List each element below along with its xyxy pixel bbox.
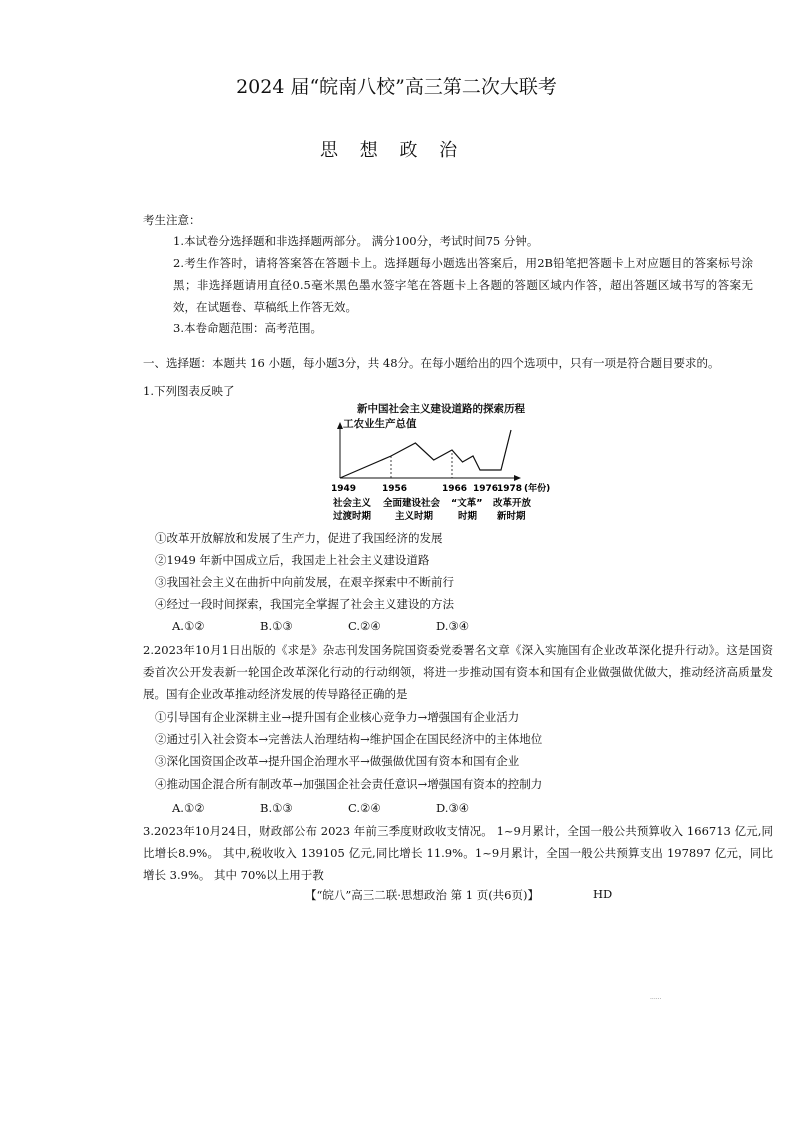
period-2-line1: 全面建设社会: [383, 498, 441, 509]
q2-option-1: ①引导国有企业深耕主业→提升国有企业核心竞争力→增强国有企业活力: [155, 710, 520, 724]
q1-stem: 1.下列图表反映了: [143, 384, 235, 398]
tick-1976: 1976: [473, 484, 499, 494]
q3-stem: 3.2023年10月24日，财政部公布 2023 年前三季度财政收支情况。 1~9月累计，全国一般公共预算收入 166713 亿元,同比增长8.9%。 其中,税收收入 139105 亿元,同比增长 11.9%。1~9月累计，全国一般公共预算支出 197897 亿元，同比增长 3.9%。 其中 70%以上用于教: [143, 824, 773, 882]
period-3-line2: 时期: [458, 511, 478, 522]
note-item-1: 1.本试卷分选择题和非选择题两部分。 满分100分，考试时间75 分钟。: [173, 234, 539, 248]
period-3-line1: “文革”: [451, 498, 483, 509]
q2-stem: 2.2023年10月1日出版的《求是》杂志刊发国务院国资委党委署名文章《深入实施国有企业改革深化提升行动》。这是国资委首次公开发表新一轮国企改革深化行动的行动纲领，将进一步推动国有资本和国有企业做强做优做大，推动经济高质量发展。国有企业改革推动经济发展的传导路径正确的是: [143, 643, 773, 701]
period-1-line2: 过渡时期: [333, 511, 372, 522]
exam-title: 2024 届“皖南八校”高三第二次大联考: [236, 76, 557, 98]
section-heading: 一、选择题：本题共 16 小题，每小题3分，共 48分。在每小题给出的四个选项中，只有一项是符合题目要求的。: [143, 356, 720, 370]
series-line: [340, 430, 511, 478]
footer-code: HD: [593, 887, 613, 901]
q1-option-1: ①改革开放解放和发展了生产力，促进了我国经济的发展: [155, 531, 443, 545]
q2-choice-d: D.③④: [436, 801, 470, 815]
period-2-line2: 主义时期: [395, 511, 434, 522]
q1-choice-c: C.②④: [348, 619, 381, 633]
chart-ylabel: 工农业生产总值: [343, 418, 417, 430]
q2-choices: [172, 800, 524, 816]
period-1-line1: 社会主义: [333, 498, 372, 509]
note-item-2: 2.考生作答时，请将答案答在答题卡上。选择题每小题选出答案后，用2B铅笔把答题卡上对应题目的答案标号涂黑；非选择题请用直径0.5毫米黑色墨水签字笔在答题卡上各题的答题区域内作答，超出答题区域书写的答案无效，在试题卷、草稿纸上作答无效。: [173, 256, 753, 314]
notes-heading: 考生注意：: [143, 213, 201, 227]
page-footer: 【“皖八”高三二联·思想政治 第 1 页(共6页)】: [305, 888, 539, 902]
x-axis-arrow: [514, 475, 521, 481]
corner-mark: ......: [650, 994, 662, 1001]
q2-choice-b: B.①③: [260, 801, 293, 815]
subject-title: 思 想 政 治: [320, 140, 466, 161]
q2-option-3: ③深化国资国企改革→提升国企治理水平→做强做优国有资本和国有企业: [155, 754, 520, 768]
q1-choice-a: A.①②: [172, 619, 205, 633]
q1-choices: [172, 618, 524, 634]
chart-title: 新中国社会主义建设道路的探索历程: [357, 403, 525, 415]
q1-chart: [325, 398, 565, 524]
x-unit-label: (年份): [524, 484, 551, 494]
tick-1956: 1956: [382, 484, 408, 494]
q1-choice-b: B.①③: [260, 619, 293, 633]
q1-option-2: ②1949 年新中国成立后，我国走上社会主义建设道路: [155, 553, 430, 567]
tick-1978: 1978: [497, 484, 523, 494]
q2-option-4: ④推动国企混合所有制改革→加强国企社会责任意识→增强国有资本的控制力: [155, 777, 543, 791]
period-4-line1: 改革开放: [493, 498, 532, 509]
period-4-line2: 新时期: [497, 511, 526, 522]
q1-option-4: ④经过一段时间探索，我国完全掌握了社会主义建设的方法: [155, 597, 454, 611]
tick-1966: 1966: [442, 484, 468, 494]
q2-choice-c: C.②④: [348, 801, 381, 815]
tick-1949: 1949: [331, 484, 357, 494]
note-item-3: 3.本卷命题范围：高考范围。: [173, 321, 322, 335]
q1-choice-d: D.③④: [436, 619, 470, 633]
q1-option-3: ③我国社会主义在曲折中向前发展，在艰辛探索中不断前行: [155, 575, 454, 589]
q2-choice-a: A.①②: [172, 801, 205, 815]
q2-option-2: ②通过引入社会资本→完善法人治理结构→维护国企在国民经济中的主体地位: [155, 732, 543, 746]
